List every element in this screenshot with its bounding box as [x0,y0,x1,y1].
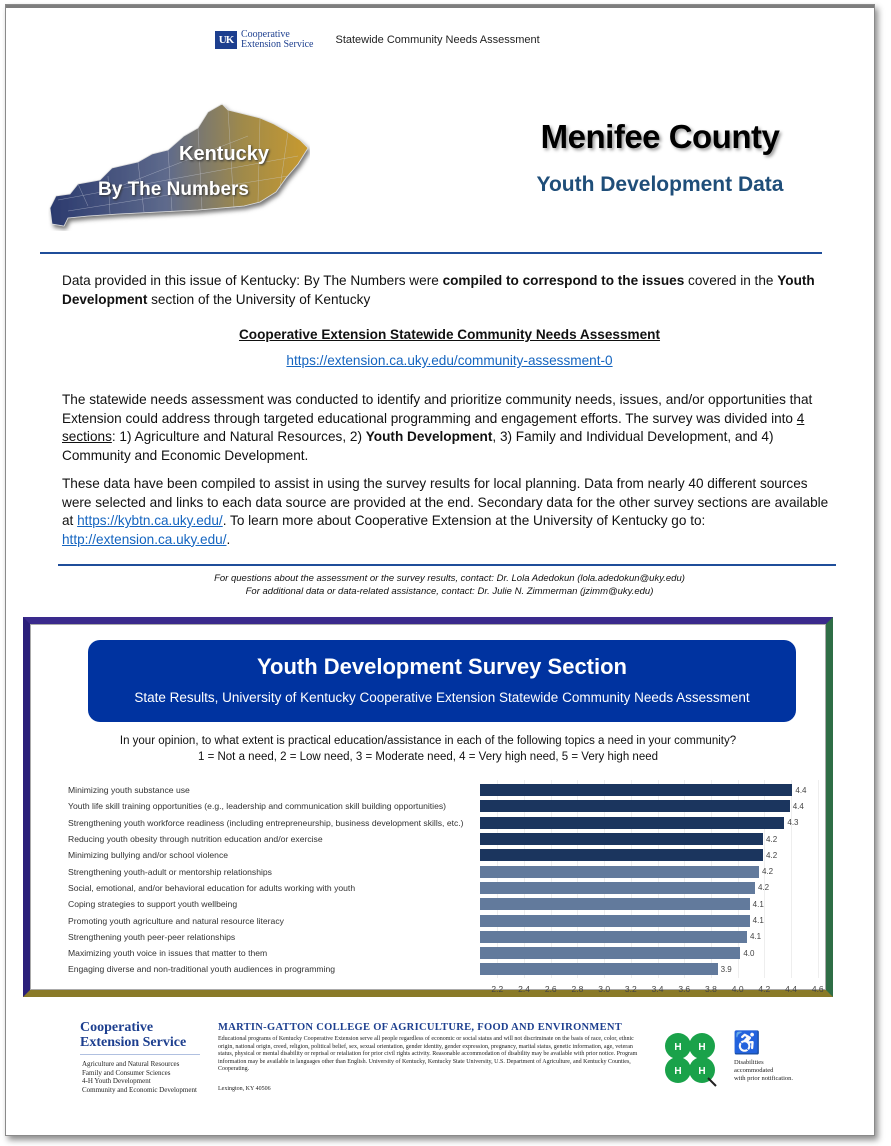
survey-chart-frame [23,617,833,997]
category-label: Coping strategies to support youth wellbeing [68,899,238,910]
category-label: Maximizing youth voice in issues that matter to them [68,948,268,959]
bar [480,800,790,812]
assessment-link-wrap [62,353,837,368]
chart-row [68,945,754,961]
survey-banner [88,640,796,722]
x-axis-tick: 3.8 [705,983,717,994]
category-label: Strengthening youth workforce readiness (including entrepreneurship, business development skills, etc.) [68,817,464,828]
bar-value-label: 4.1 [752,916,764,926]
kentucky-map-logo [48,96,310,231]
survey-question: In your opinion, to what extent is practical education/assistance in each of the following topics a need in your community? 1 = Not a need, 2 = Low need, 3 = Moderate need, 4 = Very high need, 5 = Very high need [30,733,826,765]
x-axis-tick: 2.6 [544,983,557,994]
footer-ces-logo: Cooperative Extension Service [80,1020,187,1050]
category-label: Strengthening youth-adult or mentorship relationships [68,866,272,877]
intro-paragraph: Data provided in this issue of Kentucky: By The Numbers were compiled to correspond to the issues covered in the Youth Development section of the University of Kentucky [62,273,815,307]
bar-value-label: 4.1 [752,899,764,909]
footer-divider [80,1054,200,1055]
x-axis-tick: 2.4 [518,983,530,994]
chart-row [68,929,761,945]
wheelchair-accessibility-icon: ♿ [733,1030,761,1055]
bar-value-label: 4.3 [787,818,799,828]
bar-value-label: 4.1 [750,932,762,942]
chart-row [68,880,769,896]
rating-scale: 1 = Not a need, 2 = Low need, 3 = Moderate need, 4 = Very high need, 5 = Very high need [197,751,659,763]
bar [480,963,718,975]
map-label-by-the-numbers: By The Numbers [98,179,249,200]
category-label: Engaging diverse and non-traditional youth audiences in programming [68,964,336,975]
x-axis-tick: 3.4 [651,983,664,994]
bar [480,947,740,959]
x-axis-tick: 4.0 [731,983,744,994]
x-axis-tick: 3.6 [678,983,691,994]
x-axis-tick: 2.8 [571,983,584,994]
ces-logo-text: Cooperative Extension Service [241,29,314,50]
category-label: Promoting youth agriculture and natural resource literacy [68,915,284,926]
bar-value-label: 4.2 [766,850,778,860]
bar [480,915,750,927]
contact-data: For additional data or data-related assistance, contact: Dr. Julie N. Zimmerman (jzimm@uky.edu) [245,586,654,597]
page-header [215,30,540,50]
x-axis-tick: 4.2 [758,983,771,994]
bar-value-label: 4.4 [792,801,804,811]
report-subtitle: Youth Development Data [536,173,784,196]
chart-row [68,912,764,928]
contact-survey: For questions about the assessment or the survey results, contact: Dr. Lola Adedokun (lola.adedokun@uky.edu) [214,573,685,584]
chart-row [68,798,804,814]
bar [480,931,747,943]
bar [480,833,763,845]
svg-text:H: H [674,1042,682,1053]
bar-value-label: 4.2 [766,834,778,844]
data-sources-paragraph: These data have been compiled to assist in using the survey results for local planning. Data from nearly 40 different sources were selected and links to each data source are provided at the end. Secondary data for the other survey sections are available at https://kybtn.ca.uky.edu/. To learn more about Cooperative Extension at the University of Kentucky go to: http://extension.ca.uky.edu/. [62,476,829,547]
gridline [818,780,819,978]
bar [480,898,750,910]
bar-value-label: 4.0 [743,948,755,958]
category-label: Strengthening youth peer-peer relationships [68,931,236,942]
uk-logo-icon: UK [215,31,237,49]
assessment-description: The statewide needs assessment was conducted to identify and prioritize community needs, issues, and/or opportunities that Extension could address through targeted educational programming and engagement efforts. The survey was divided into 4 sections: 1) Agriculture and Natural Resources, 2) Youth Development, 3) Family and Individual Development, and 4) Community and Economic Development. [62,392,813,463]
chart-row [68,961,732,977]
divider-middle [58,564,836,566]
county-title: Menifee County [540,118,780,155]
category-label: Social, emotional, and/or behavioral education for adults working with youth [68,882,356,893]
college-name: MARTIN-GATTON COLLEGE OF AGRICULTURE, FOOD AND ENVIRONMENT [218,1022,623,1033]
survey-banner-subtitle: State Results, University of Kentucky Cooperative Extension Statewide Community Needs Assessment [134,690,750,705]
x-axis-tick: 3.0 [598,983,611,994]
svg-text:H: H [698,1066,706,1077]
category-label: Youth life skill training opportunities (e.g., leadership and communication skill building opportunities) [68,801,447,812]
extension-link[interactable]: http://extension.ca.uky.edu/ [62,531,227,547]
4h-clover-icon [660,1028,720,1088]
footer-program-list: Agriculture and Natural Resources Family and Consumer Sciences 4-H Youth Development Community and Economic Development [82,1060,197,1094]
x-axis-tick: 4.6 [811,983,824,994]
assessment-heading: Cooperative Extension Statewide Community Needs Assessment [238,327,661,342]
chart-row [68,782,807,798]
map-label-kentucky: Kentucky [179,143,270,165]
bar-value-label: 4.4 [795,785,807,795]
category-label: Minimizing youth substance use [68,785,190,796]
x-axis-tick: 2.2 [491,983,504,994]
chart-row [68,831,777,847]
bar-value-label: 3.9 [720,964,732,974]
kybtn-link[interactable]: https://kybtn.ca.uky.edu/ [77,513,223,528]
svg-text:H: H [674,1066,682,1077]
bar [480,866,759,878]
bar [480,849,763,861]
category-label: Minimizing bullying and/or school violence [68,850,229,861]
bar-value-label: 4.2 [758,883,770,893]
chart-row [68,815,799,831]
chart-row [68,896,764,912]
bar [480,817,784,829]
footer-address: Lexington, KY 40506 [218,1086,271,1092]
chart-row [68,847,777,863]
page-top-border [6,5,874,8]
assessment-link[interactable]: https://extension.ca.uky.edu/community-assessment-0 [286,353,613,368]
category-label: Reducing youth obesity through nutrition education and/or exercise [68,834,323,845]
divider-top [40,252,822,254]
survey-banner-title: Youth Development Survey Section [256,654,627,679]
header-title: Statewide Community Needs Assessment [335,34,540,46]
x-axis-tick: 4.4 [785,983,797,994]
nondiscrimination-statement: Educational programs of Kentucky Cooperative Extension serve all people regardless of economic or social status and will not discriminate on the basis of race, color, ethnic origin, national origin, creed, religion, political belief, sex, sexual orientation, gender identity, gender expression, pregnancy, marital status, genetic information, age, veteran status, physical or mental disability or reprisal or retaliation for prior civil rights activity. Reasonable accommodation of disability may be available with prior notice. Program information may be available in languages other than English. University of Kentucky, Kentucky State University, U.S. Department of Agriculture, and Kentucky Counties, Cooperating. [218,1036,638,1073]
bar-value-label: 4.2 [762,867,774,877]
contact-info [62,572,837,598]
bar [480,882,755,894]
svg-text:H: H [698,1042,706,1053]
chart-row [68,864,773,880]
disability-note: Disabilities accommodated with prior notification. [734,1059,794,1082]
bar [480,784,792,796]
x-axis-tick: 3.2 [624,983,637,994]
